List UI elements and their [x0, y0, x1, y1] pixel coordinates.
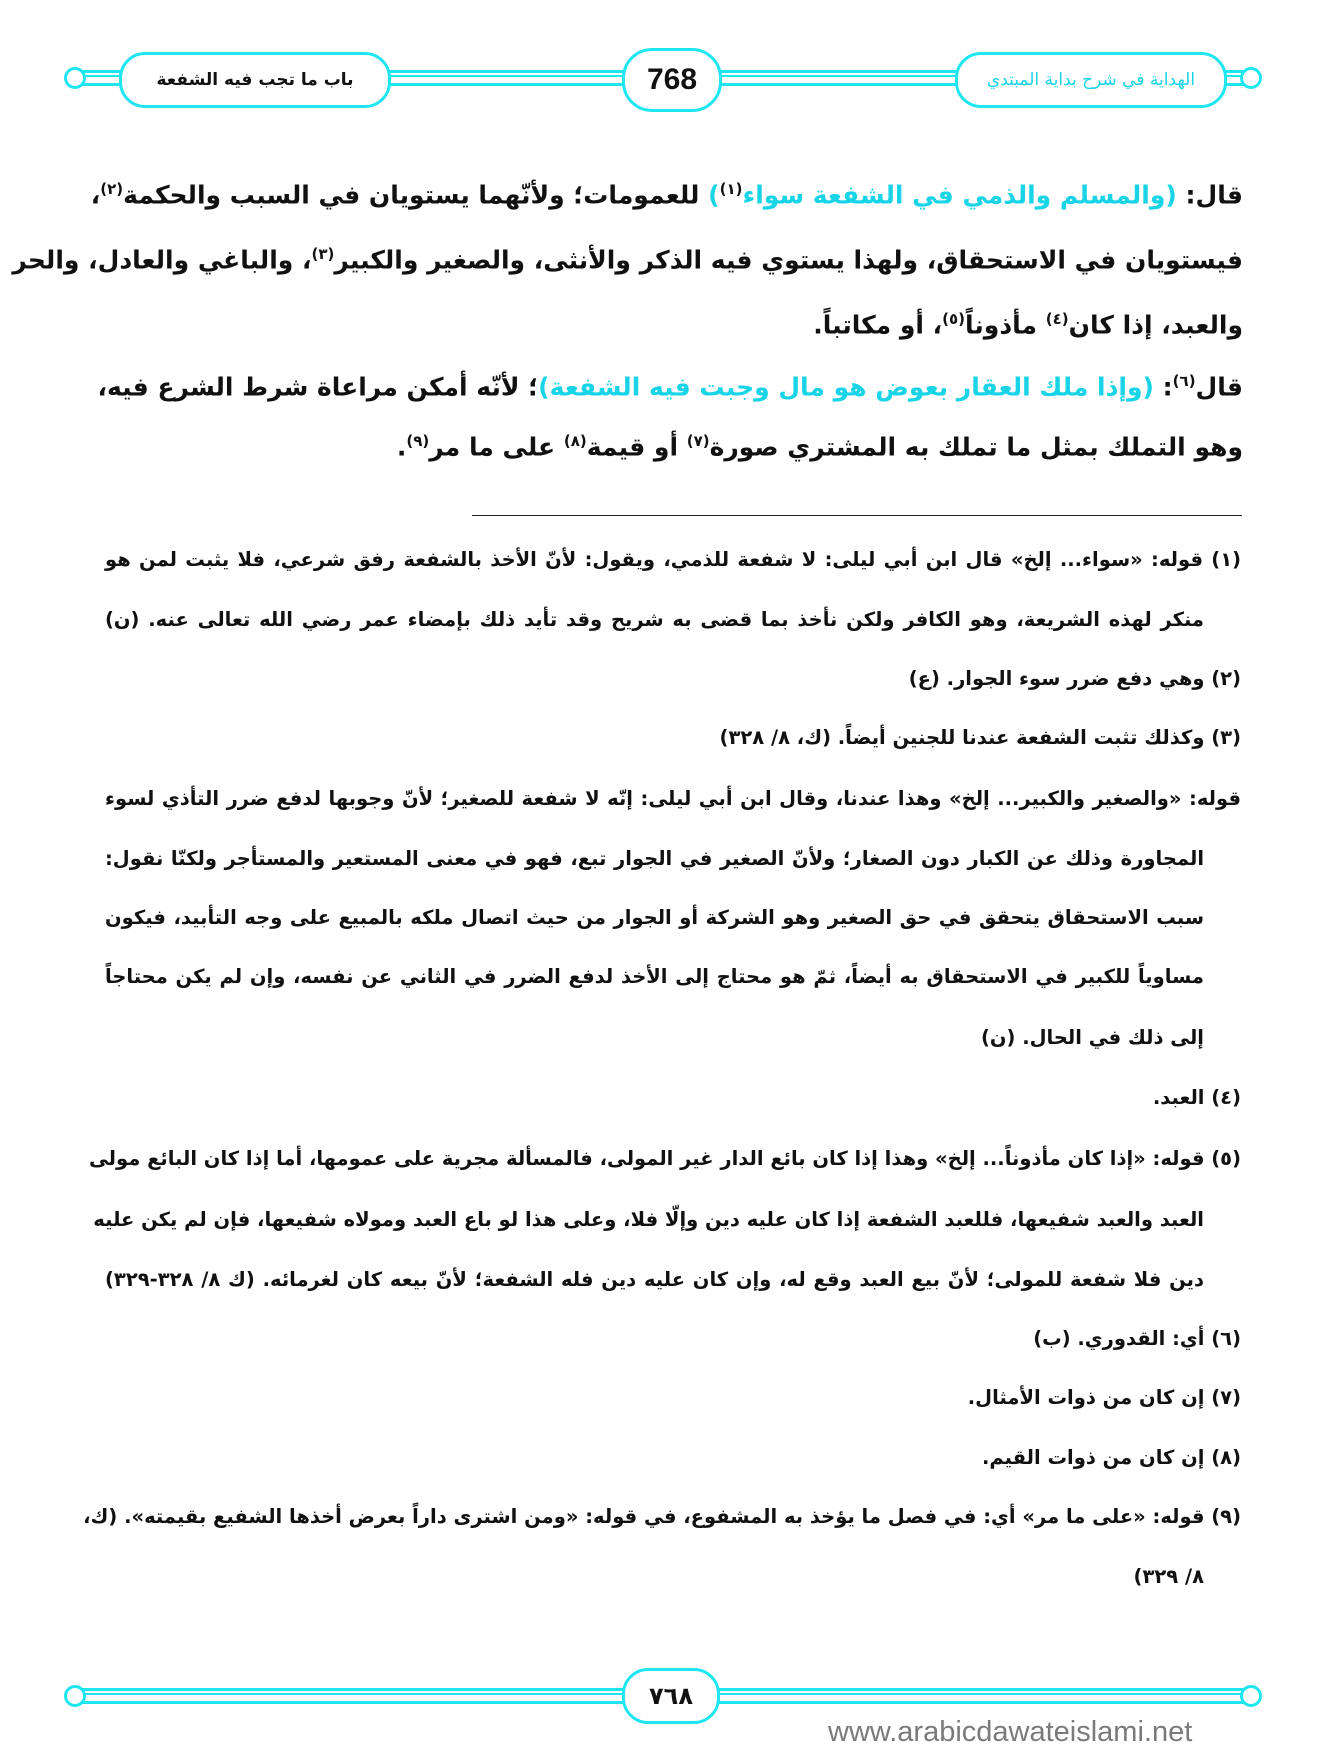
page-number: 768 — [646, 63, 698, 96]
text-segment: مأذوناً — [965, 310, 1046, 340]
main-text-line — [90, 180, 1243, 210]
text-segment: ٨/ ٣٢٩) — [1133, 1565, 1204, 1588]
text-segment: . — [396, 432, 407, 462]
footnote-line — [105, 1386, 1241, 1409]
text-segment: وهذا عندنا، وقال ابن أبي ليلى: إنّه لا شفعة للصغير؛ لأنّ وجوبها لدفع ضرر التأذي لسوء — [105, 787, 950, 810]
text-segment: فيستويان في الاستحقاق، ولهذا يستوي فيه الذكر والأنثى، والصغير والكبير — [334, 245, 1243, 275]
footnote-line — [88, 1147, 1241, 1170]
text-segment: قال — [1195, 372, 1243, 402]
text-segment: وهذا إذا كان بائع الدار غير المولى، فالمسألة مجرية على عمومها، أما إذا كان البائع مولى — [88, 1147, 936, 1170]
main-text-line — [12, 245, 1243, 275]
footnote-ref[interactable]: (٤) — [1045, 310, 1069, 328]
ornament-end — [64, 1685, 86, 1707]
footnote-line — [105, 965, 1204, 988]
footnote-line — [105, 906, 1204, 929]
footnote-line — [105, 726, 1241, 749]
footnote-ref[interactable]: (٩) — [406, 432, 430, 450]
chapter-cartouche — [119, 52, 391, 108]
chapter-title: باب ما تجب فيه الشفعة — [156, 70, 354, 90]
footnote-line — [105, 1446, 1241, 1469]
main-text-line — [98, 310, 1243, 339]
text-segment: أو قيمة — [586, 432, 687, 462]
text-segment: ، أو مكاتباً. — [813, 310, 943, 340]
book-title: الهداية في شرح بداية المبتدي — [986, 70, 1196, 90]
text-segment: العبد والعبد شفيعها، فللعبد الشفعة إذا كان عليه دين وإلّا فلا، وعلى هذا لو باع العبد ومولاه شفيعها، فإن لم يكن عليه — [93, 1208, 1204, 1231]
footer-page-number: ٧٦٨ — [649, 1682, 693, 1710]
text-segment: على ما مر — [429, 432, 564, 462]
text-segment: للعمومات؛ ولأنّهما يستويان في السبب والحكمة — [123, 180, 709, 210]
text-segment: سبب الاستحقاق يتحقق في حق الصغير وهو الشركة أو الجوار من حيث اتصال ملكه بالمبيع على وجه التأبيد، فيكون — [105, 906, 1204, 929]
quoted-matn-text: (وإذا ملك العقار بعوض هو مال وجبت فيه الشفعة) — [538, 372, 1154, 402]
text-segment: قال ابن أبي ليلى: لا شفعة للذمي، ويقول: لأنّ الأخذ بالشفعة رفق شرعي، فلا يثبت لمن هو — [105, 548, 1011, 571]
ornament-end — [1240, 1685, 1262, 1707]
footnote-lemma: (٩) قوله: «على ما مر» — [1022, 1505, 1241, 1528]
text-segment: وهو التملك بمثل ما تملك به المشتري صورة — [709, 432, 1243, 462]
footnote-line — [105, 1026, 1204, 1049]
footnote-line — [105, 1268, 1204, 1291]
footnote-line — [105, 667, 1241, 690]
text-segment: (٧) إن كان من ذوات الأمثال. — [967, 1386, 1241, 1409]
footnote-line — [83, 1505, 1241, 1528]
text-segment: (٨) إن كان من ذوات القيم. — [981, 1446, 1241, 1469]
text-segment: ، — [90, 180, 101, 210]
text-segment: دين فلا شفعة للمولى؛ لأنّ بيع العبد وقع له، وإن كان عليه دين فله الشفعة؛ لأنّ بيعه كان لغرمائه. (ك ٨/ ٣٢٨-٣٢٩) — [105, 1268, 1204, 1291]
website-url[interactable]: www.arabicdawateislami.net — [828, 1716, 1193, 1748]
footnote-line — [105, 1086, 1241, 1109]
footnote-ref[interactable]: (٥) — [942, 310, 966, 328]
text-segment: (٦) أي: القدوري. (ب) — [1033, 1327, 1241, 1350]
main-text-line — [98, 432, 1243, 461]
footer-page-cartouche — [622, 1668, 720, 1724]
page-number-cartouche — [622, 48, 722, 112]
text-segment: منكر لهذه الشريعة، وهو الكافر ولكن نأخذ بما قضى به شريح وقد تأيد ذلك بإمضاء عمر رضي الله تعالى عنه. (ن) — [105, 608, 1204, 631]
ornament-end — [1240, 67, 1262, 89]
quoted-matn-text: (والمسلم والذمي في الشفعة سواء — [742, 180, 1177, 210]
footnote-ref[interactable]: (٢) — [100, 180, 124, 198]
footnote-line — [105, 548, 1241, 571]
footnote-line — [105, 787, 1241, 810]
quoted-matn-text: ) — [708, 180, 720, 210]
footnote-separator — [472, 515, 1242, 516]
ornament-end — [64, 67, 86, 89]
text-segment: والعبد، إذا كان — [1068, 310, 1243, 340]
text-segment: مساوياً للكبير في الاستحقاق به أيضاً، ثمّ هو محتاج إلى الأخذ لدفع الضرر في الثاني عن نفسه، وإن لم يكن محتاجاً — [105, 965, 1204, 988]
footnote-line — [105, 608, 1204, 631]
main-text-line — [98, 372, 1243, 401]
text-segment: أي: في فصل ما يؤخذ به المشفوع، في قوله: «ومن اشترى داراً بعرض أخذها الشفيع بقيمته». (ك، — [83, 1505, 1023, 1528]
footnote-lemma: (٥) قوله: «إذا كان مأذوناً... إلخ» — [935, 1147, 1241, 1170]
book-title-cartouche — [955, 52, 1227, 108]
text-segment: إلى ذلك في الحال. (ن) — [980, 1026, 1204, 1049]
footnote-ref[interactable]: (١) — [719, 180, 743, 198]
footnote-ref[interactable]: (٦) — [1172, 372, 1196, 390]
text-segment: (٣) وكذلك تثبت الشفعة عندنا للجنين أيضاً. (ك، ٨/ ٣٢٨) — [719, 726, 1241, 749]
text-segment: ، والباغي والعادل، والحر — [12, 245, 312, 275]
text-segment: ؛ لأنّه أمكن مراعاة شرط الشرع فيه، — [97, 372, 539, 402]
text-segment: : — [1153, 372, 1173, 402]
footnote-line — [105, 847, 1204, 870]
footnote-ref[interactable]: (٣) — [311, 245, 335, 263]
text-segment: (٤) العبد. — [1152, 1086, 1241, 1109]
footnote-ref[interactable]: (٧) — [686, 432, 710, 450]
text-segment: (٢) وهي دفع ضرر سوء الجوار. (ع) — [908, 667, 1241, 690]
footnote-lemma: (١) قوله: «سواء... إلخ» — [1010, 548, 1242, 571]
footnote-line — [105, 1327, 1241, 1350]
footnote-line — [105, 1565, 1204, 1588]
text-segment: المجاورة وذلك عن الكبار دون الصغار؛ ولأنّ الصغير في الجوار تبع، فهو في معنى المستعير والمستأجر ولكنّا نقول: — [105, 847, 1204, 870]
footnote-ref[interactable]: (٨) — [563, 432, 587, 450]
footnote-lemma: قوله: «والصغير والكبير... إلخ» — [949, 787, 1241, 810]
footnote-line — [93, 1208, 1204, 1231]
text-segment: قال: — [1176, 180, 1243, 210]
